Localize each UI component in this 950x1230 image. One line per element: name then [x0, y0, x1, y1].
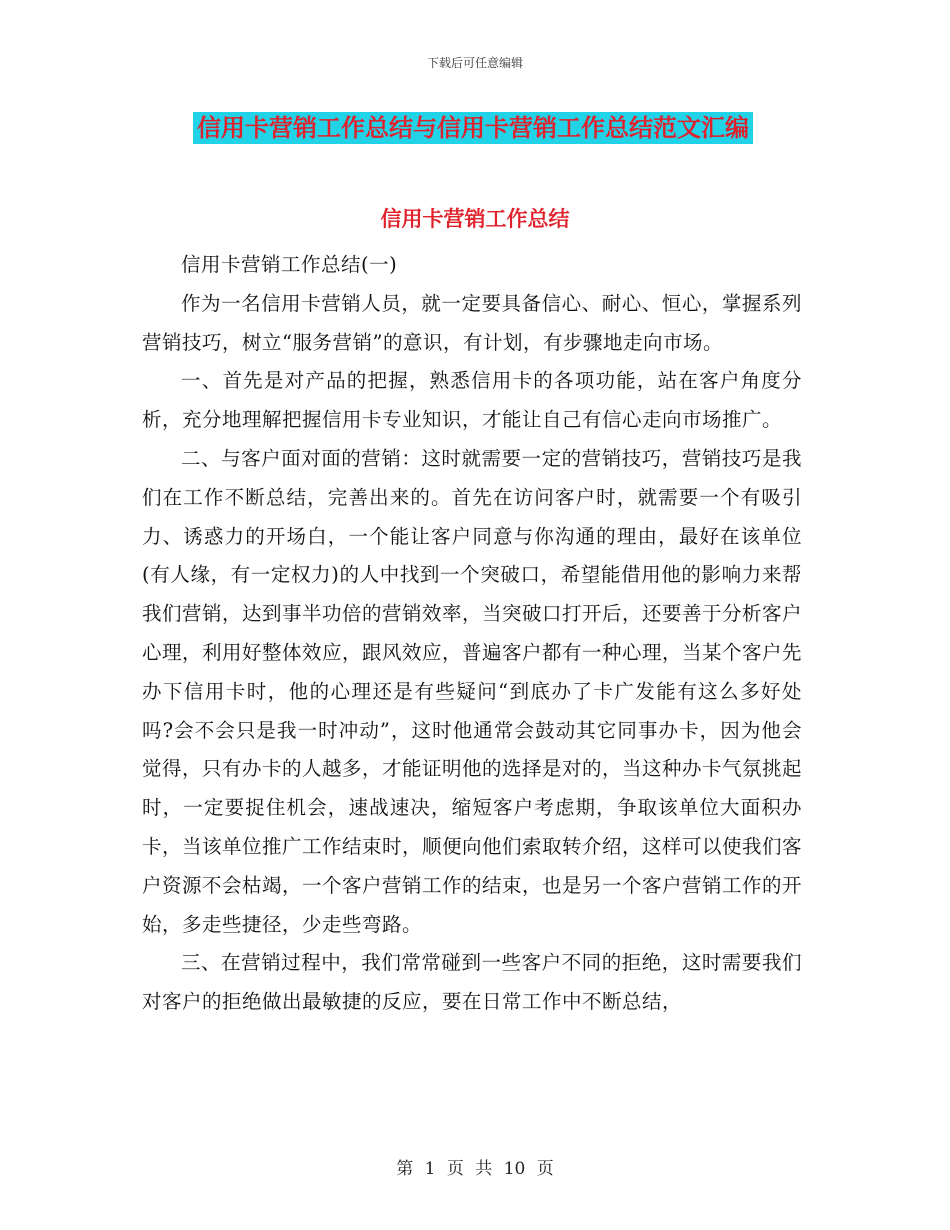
page-number-footer: 第 1 页 共 10 页 [396, 1159, 554, 1179]
header-note: 下载后可任意编辑 [426, 56, 523, 70]
paragraph: 作为一名信用卡营销人员，就一定要具备信心、耐心、恒心，掌握系列营销技巧，树立“服务营销”的意识，有计划，有步骤地走向市场。 [142, 291, 802, 354]
paragraph: 二、与客户面对面的营销：这时就需要一定的营销技巧，营销技巧是我们在工作不断总结，完善出来的。首先在访问客户时，就需要一个有吸引力、诱惑力的开场白，一个能让客户同意与你沟通的理由，最好在该单位(有人缘，有一定权力)的人中找到一个突破口，希望能借用他的影响力来帮我们营销，达到事半功倍的营销效率，当突破口打开后，还要善于分析客户心理，利用好整体效应，跟风效应，普遍客户都有一种心理，当某个客户先办下信用卡时，他的心理还是有些疑问“到底办了卡广发能有这么多好处吗?会不会只是我一时冲动”，这时他通常会鼓动其它同事办卡，因为他会觉得，只有办卡的人越多，才能证明他的选择是对的，当这种办卡气氛挑起时，一定要捉住机会，速战速决，缩短客户考虑期，争取该单位大面积办卡，当该单位推广工作结束时，顺便向他们索取转介绍，这样可以使我们客户资源不会枯竭，一个客户营销工作的结束，也是另一个客户营销工作的开始，多走些捷径，少走些弯路。 [142, 446, 803, 936]
paragraph: 一、首先是对产品的把握，熟悉信用卡的各项功能，站在客户角度分析，充分地理解把握信用卡专业知识，才能让自己有信心走向市场推广。 [142, 369, 802, 432]
section-title: 信用卡营销工作总结 [380, 207, 570, 231]
paragraph: 三、在营销过程中，我们常常碰到一些客户不同的拒绝，这时需要我们对客户的拒绝做出最敏捷的反应，要在日常工作中不断总结， [142, 951, 802, 1014]
main-title: 信用卡营销工作总结与信用卡营销工作总结范文汇编 [193, 112, 753, 144]
document-body [142, 246, 802, 1022]
paragraph-heading: 信用卡营销工作总结(一) [181, 253, 398, 276]
